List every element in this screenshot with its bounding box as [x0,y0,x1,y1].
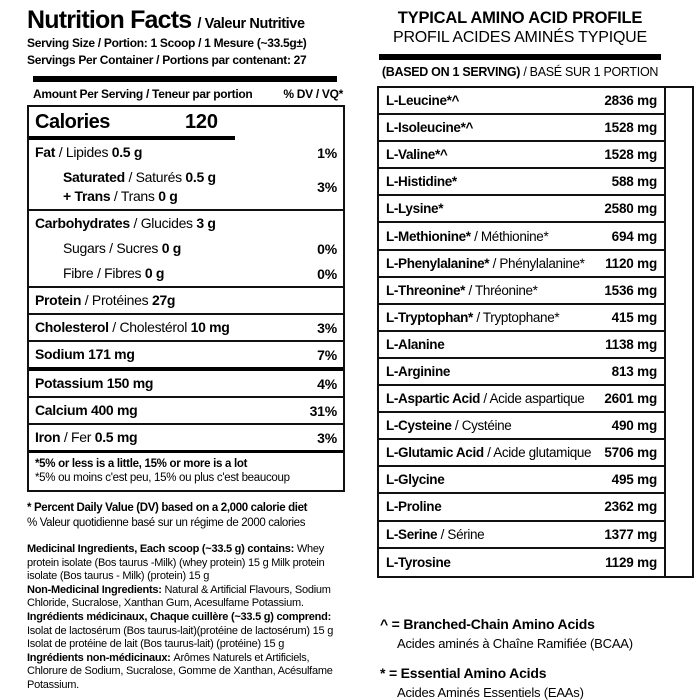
ingredients-text: Natural & Artificial Flavours, Sodium Chloride, Sucralose, Xanthan Gum, Acesulfame Potassium. [27,583,331,610]
amino-name: L-Histidine* [386,174,457,190]
amino-value: 2580 mg [604,201,657,217]
amino-value: 1528 mg [604,147,657,163]
daily-value-note [27,501,345,530]
servings-per-container-line: Servings Per Container / Portions par contenant: 27 [27,53,307,67]
nutrition-row [29,313,343,340]
daily-value-note-fr: % Valeur quotidienne basé sur un régime de 2000 calories [27,516,306,529]
amino-name: L-Phenylalanine* / Phénylalanine* [386,255,585,271]
amino-row [379,142,664,169]
nutrient-name: Fibre / Fibres 0 g [63,265,165,281]
ingredients-paragraph [27,584,345,611]
calories-row [29,107,343,136]
amino-row [379,467,664,494]
nutrition-row [29,340,343,367]
nutrition-row [29,286,343,313]
dv-header-label: % DV / VQ* [283,87,343,101]
amino-name: L-Lysine* [386,201,444,217]
based-on-serving-en: (BASED ON 1 SERVING) [381,65,521,79]
amino-value: 813 mg [611,363,657,379]
divider-bar [379,54,661,60]
amino-value: 588 mg [611,174,657,190]
amino-name: L-Threonine* / Thréonine* [386,282,538,298]
nutrient-name: Calcium 400 mg [35,402,138,418]
ingredients-label: Non-Medicinal Ingredients: [27,583,165,596]
amino-row [379,549,664,576]
amino-title-fr: PROFIL ACIDES AMINÉS TYPIQUE [392,29,648,46]
amino-title-en: TYPICAL AMINO ACID PROFILE [397,9,643,27]
nutrition-row [29,209,343,236]
daily-value: 4% [317,375,337,392]
dv-scale-footnote [29,450,343,490]
daily-value: 7% [317,346,337,363]
amino-row [379,522,664,549]
amino-name: L-Proline [386,499,442,515]
amino-name: L-Glutamic Acid / Acide glutamique [386,445,592,461]
nutrition-facts-panel [27,6,345,693]
amino-name: L-Cysteine / Cystéine [386,418,512,434]
amino-value: 2601 mg [604,391,657,407]
footnote-symbol-line: * = Essential Amino Acids [380,664,547,681]
amino-acid-table [377,86,694,578]
nutrition-facts-box [27,105,345,492]
amount-header-label: Amount Per Serving / Teneur par portion [33,87,253,101]
amino-name: L-Arginine [386,363,450,379]
amino-profile-header [377,9,663,79]
amino-value: 1138 mg [605,336,657,352]
serving-size-line: Serving Size / Portion: 1 Scoop / 1 Mesure (~33.5g±) [27,36,307,50]
amino-row [379,223,664,250]
amino-value: 1377 mg [604,526,657,542]
title-fr: / Valeur Nutritive [197,16,305,32]
ingredients-paragraph [27,611,345,652]
amino-row [379,494,664,521]
ingredients-paragraph [27,652,345,693]
nutrient-rows [29,140,343,450]
amino-name: L-Methionine* / Méthionine* [386,228,549,244]
nutrient-name: Iron / Fer 0.5 mg [35,429,138,445]
amino-name: L-Valine*^ [386,147,448,163]
daily-value: 3% [317,429,337,446]
daily-value: 3% [317,179,337,195]
ingredients-label: Ingrédients non-médicinaux: [27,651,174,664]
daily-value: 0% [317,265,337,282]
nutrition-row [29,236,343,261]
amino-value: 490 mg [611,418,657,434]
amino-row [379,278,664,305]
amino-row [379,305,664,332]
ingredients-label: Ingrédients médicinaux, Chaque cuillère (~33.5 g) comprend: [27,610,332,623]
footnote-symbol-line: ^ = Branched-Chain Amino Acids [380,615,595,632]
amino-name: L-Serine / Sérine [386,526,485,542]
ingredients-text: Whey protein isolate (Bos taurus -Milk) (whey protein) 15 g Milk protein isolate (Bos taurus - Milk) (protein) 15 g [27,543,325,583]
amino-footnote [380,614,694,653]
nutrition-row [29,165,343,209]
ingredients-section [27,543,345,693]
nutrient-name: Protein / Protéines 27g [35,292,176,308]
amino-row [379,169,664,196]
nutrient-name: Carbohydrates / Glucides 3 g [35,215,216,231]
amino-value: 2362 mg [604,499,657,515]
divider-bar [33,76,337,82]
amino-value: 1129 mg [605,554,657,570]
daily-value: 1% [317,144,337,161]
nutrition-row [29,261,343,286]
amino-value: 694 mg [611,228,657,244]
based-on-serving-line [377,65,663,79]
amino-row [379,359,664,386]
amino-name: L-Alanine [386,336,445,352]
amino-row [379,251,664,278]
amino-name: L-Isoleucine*^ [386,120,474,136]
amino-footnote [380,663,694,700]
footnote-sub-line: Acides Aminés Essentiels (EAAs) [397,684,584,700]
amino-value: 5706 mg [604,445,657,461]
nutrition-row [29,140,343,165]
amino-name: L-Tyrosine [386,554,451,570]
ingredients-label: Medicinal Ingredients, Each scoop (~33.5 g) contains: [27,543,297,555]
amino-row [379,386,664,413]
nutrition-facts-title [27,6,345,35]
dv-scale-footnote-fr: *5% ou moins c'est peu, 15% ou plus c'est beaucoup [35,472,290,484]
daily-value-note-en: * Percent Daily Value (DV) based on a 2,000 calorie diet [27,502,308,514]
based-on-serving-fr: / BASÉ SUR 1 PORTION [520,65,659,79]
title-en: Nutrition Facts [27,6,192,34]
nutrition-row [29,367,343,396]
daily-value: 3% [317,319,337,336]
nutrient-name: Cholesterol / Cholestérol 10 mg [35,319,230,335]
amino-row [379,196,664,223]
ingredients-paragraph [27,543,345,584]
amino-name: L-Leucine*^ [386,93,460,109]
nutrient-name: Saturated / Saturés 0.5 g + Trans / Trans 0 g [63,169,216,204]
amino-profile-panel [377,6,694,700]
amino-value: 1120 mg [605,255,657,271]
amino-row [379,332,664,359]
amino-row [379,88,664,115]
amino-value: 1528 mg [604,120,657,136]
amount-per-serving-header [27,87,345,101]
nutrition-row [29,396,343,423]
amino-row [379,413,664,440]
daily-value: 31% [309,402,337,419]
amino-value: 415 mg [611,309,657,325]
amino-value: 495 mg [611,472,657,488]
amino-row [379,115,664,142]
amino-name: L-Tryptophan* / Tryptophane* [386,309,560,325]
amino-row [379,440,664,467]
calories-value: 120 [185,111,218,133]
ingredients-text: Arômes Naturels et Artificiels, Chlorure de Sodium, Sucralose, Gomme de Xanthan, Acésulfame Potassium. [27,651,333,691]
nutrition-row [29,423,343,450]
amino-name: L-Glycine [386,472,445,488]
nutrient-name: Sodium 171 mg [35,346,135,362]
daily-value: 0% [317,240,337,257]
nutrient-name: Fat / Lipides 0.5 g [35,144,143,160]
amino-name: L-Aspartic Acid / Acide aspartique [386,391,585,407]
ingredients-text: Isolat de lactosérum (Bos taurus-lait)(protéine de lactosérum) 15 g Isolat de protéine de lait (Bos taurus-lait) (protéine) 15 g [27,624,334,651]
dv-scale-footnote-en: *5% or less is a little, 15% or more is a lot [35,458,248,470]
calories-label: Calories [35,111,110,133]
nutrient-name: Sugars / Sucres 0 g [63,240,182,256]
nutrient-name: Potassium 150 mg [35,375,154,391]
footnote-sub-line: Acides aminés à Chaîne Ramifiée (BCAA) [397,635,633,651]
amino-footnotes [380,614,694,700]
amino-value: 2836 mg [604,93,657,109]
amino-value: 1536 mg [604,282,657,298]
